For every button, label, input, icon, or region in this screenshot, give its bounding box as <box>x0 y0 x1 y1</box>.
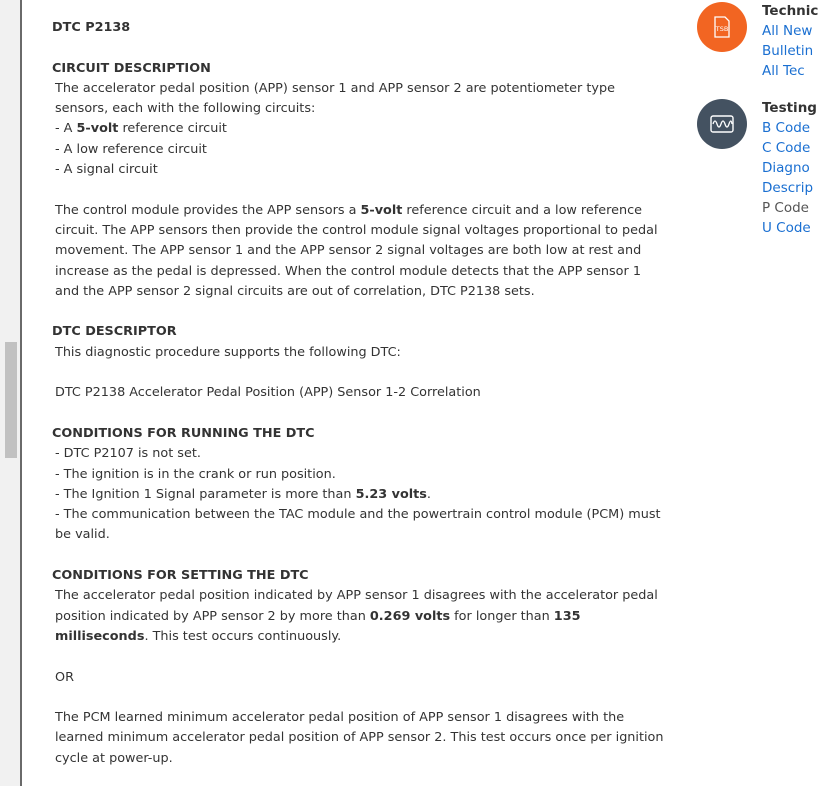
circuit-para-bold: 5-volt <box>360 202 403 218</box>
circuit-para-post: reference circuit and a low reference circuit. The APP sensors then provide the control module signal voltages proportional to pedal movement. The APP sensor 1 and the APP sensor 2 signal voltages are both low at rest and increase as the pedal is depressed. When the control module detects that the APP sensor 1 and the APP sensor 2 signal circuits are out of correlation, DTC P2138 sets. <box>55 202 658 299</box>
testing-link-u-codes[interactable]: U Code <box>762 220 811 236</box>
testing-item-p-codes: P Code <box>762 200 809 216</box>
testing-section-title: Testing <box>762 100 817 116</box>
conditions-running-item-3-bold: 5.23 volts <box>355 486 427 502</box>
conditions-setting-p1-pre: The accelerator pedal position indicated by APP sensor 1 disagrees with the accelerator pedal position indicated by APP sensor 2 by more than <box>55 588 658 624</box>
technical-link-all-new[interactable]: All New <box>762 23 813 39</box>
waveform-icon <box>709 113 735 135</box>
conditions-setting-p1-post: . This test occurs continuously. <box>144 628 342 644</box>
dtc-title: DTC P2138 <box>52 20 131 35</box>
conditions-running-item-3-post: . <box>426 486 431 502</box>
tsb-icon <box>697 2 747 52</box>
conditions-running-item-1: - DTC P2107 is not set. <box>55 446 201 462</box>
circuit-item-1 <box>52 119 664 139</box>
tsb-icon-label: TSB <box>715 25 729 33</box>
frame-border <box>20 0 22 786</box>
technical-link-bulletin[interactable]: Bulletin <box>762 43 814 59</box>
circuit-item-1-post: reference circuit <box>118 121 227 137</box>
circuit-description-intro: The accelerator pedal position (APP) sensor 1 and APP sensor 2 are potentiometer type sensors, each with the following circuits: <box>55 80 615 117</box>
conditions-setting-p1-bold-ms: 135 milliseconds <box>55 608 581 644</box>
circuit-item-1-pre: - A <box>55 121 77 137</box>
related-info-sidebar <box>697 0 818 786</box>
circuit-item-1-bold: 5-volt <box>76 121 119 137</box>
conditions-running-item-2: - The ignition is in the crank or run position. <box>55 466 336 482</box>
circuit-para-pre: The control module provides the APP sensors a <box>55 202 361 218</box>
circuit-description-paragraph <box>52 201 664 302</box>
testing-link-b-codes[interactable]: B Code <box>762 120 811 136</box>
conditions-setting-heading: CONDITIONS FOR SETTING THE DTC <box>52 568 309 584</box>
circuit-item-2: - A low reference circuit <box>55 141 207 157</box>
conditions-setting-paragraph-1 <box>52 586 664 647</box>
dtc-document <box>52 18 664 769</box>
testing-icon <box>697 99 747 149</box>
conditions-running-item-3-pre: - The Ignition 1 Signal parameter is more than <box>55 486 356 502</box>
circuit-description-heading: CIRCUIT DESCRIPTION <box>52 60 211 76</box>
conditions-running-item-3 <box>52 485 664 505</box>
dtc-descriptor-heading: DTC DESCRIPTOR <box>52 324 177 340</box>
tsb-document-icon <box>710 15 734 39</box>
conditions-setting-p1-mid: for longer than <box>450 608 554 624</box>
technical-link-all-tech[interactable]: All Tec <box>762 63 805 79</box>
conditions-setting-p1-bold-volts: 0.269 volts <box>369 608 451 624</box>
dtc-descriptor-text: This diagnostic procedure supports the following DTC: <box>55 344 401 360</box>
conditions-running-heading: CONDITIONS FOR RUNNING THE DTC <box>52 425 315 441</box>
circuit-item-3: - A signal circuit <box>55 162 158 178</box>
testing-link-c-codes[interactable]: C Code <box>762 140 811 156</box>
technical-section-title: Technic <box>762 3 818 19</box>
testing-link-descriptions[interactable]: Descrip <box>762 180 814 196</box>
page-scrollbar-track[interactable] <box>0 0 20 786</box>
conditions-setting-or: OR <box>55 669 74 685</box>
conditions-running-item-4: - The communication between the TAC module and the powertrain control module (PCM) must be valid. <box>55 507 661 543</box>
dtc-descriptor-line: DTC P2138 Accelerator Pedal Position (APP) Sensor 1-2 Correlation <box>55 385 481 401</box>
page-scrollbar-thumb[interactable] <box>5 342 17 458</box>
conditions-setting-paragraph-2: The PCM learned minimum accelerator pedal position of APP sensor 1 disagrees with the learned minimum accelerator pedal position of APP sensor 2. This test occurs once per ignition cycle at power-up. <box>55 710 664 766</box>
testing-link-diagnostics[interactable]: Diagno <box>762 160 810 176</box>
